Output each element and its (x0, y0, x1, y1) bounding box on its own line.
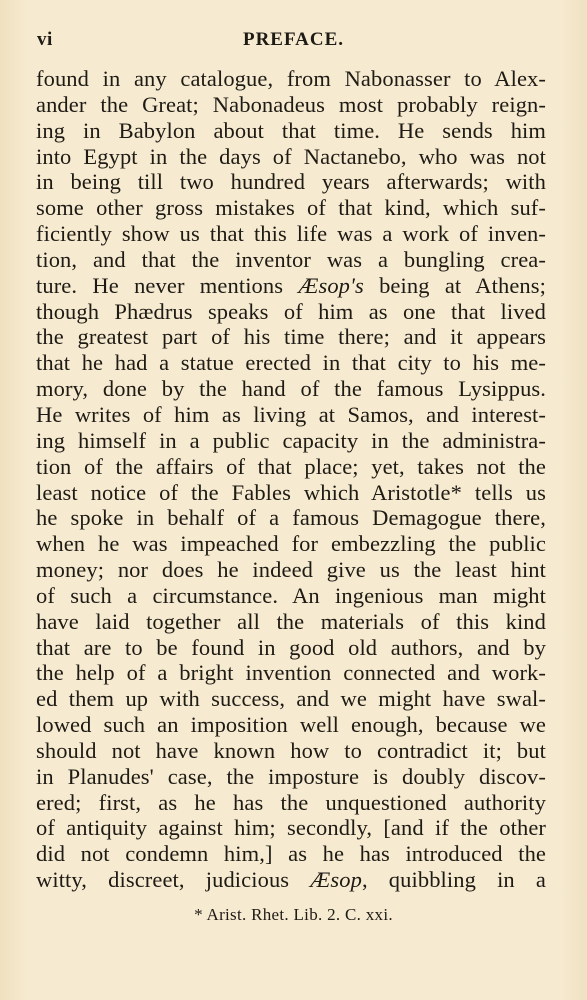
text-line: tion of the affairs of that place; yet, takes not the (36, 453, 546, 479)
text-line: when he was impeached for embezzling the public (36, 531, 546, 557)
text-line: least notice of the Fables which Aristotle* tells us (36, 479, 546, 505)
text-line: some other gross mistakes of that kind, which suf- (36, 195, 546, 221)
text-line: in Planudes' case, the imposture is doubly discov- (36, 763, 546, 789)
text-line: lowed such an imposition well enough, because we (36, 712, 546, 738)
text-line: ered; first, as he has the unquestioned authority (36, 789, 546, 815)
text-line: did not condemn him,] as he has introduced the (36, 841, 546, 867)
text-line: tion, and that the inventor was a bungling crea- (36, 246, 546, 272)
text-line: ander the Great; Nabonadeus most probably reign- (36, 91, 546, 117)
text-line: money; nor does he indeed give us the least hint (36, 557, 546, 583)
text-line: mory, done by the hand of the famous Lysippus. (36, 376, 546, 402)
text-line: of antiquity against him; secondly, [and if the other (36, 815, 546, 841)
text-line: witty, discreet, judicious Æsop, quibbling in a (36, 867, 546, 893)
body-text (36, 66, 546, 893)
text-line: that he had a statue erected in that city to his me- (36, 350, 546, 376)
page-number: vi (37, 29, 53, 50)
text-line: he spoke in behalf of a famous Demagogue there, (36, 505, 546, 531)
text-line: in being till two hundred years afterwards; with (36, 169, 546, 195)
running-head: PREFACE. (242, 29, 345, 50)
text-line: ing in Babylon about that time. He sends him (36, 117, 546, 143)
text-line: He writes of him as living at Samos, and interest- (36, 401, 546, 427)
text-line: of such a circumstance. An ingenious man might (36, 582, 546, 608)
text-line: the help of a bright invention connected and work- (36, 660, 546, 686)
footnote: * Arist. Rhet. Lib. 2. C. xxi. (194, 905, 393, 924)
text-line: into Egypt in the days of Nactanebo, who was not (36, 143, 546, 169)
text-line: should not have known how to contradict it; but (36, 737, 546, 763)
text-line: have laid together all the materials of this kind (36, 608, 546, 634)
page-header (37, 26, 550, 54)
text-line: found in any catalogue, from Nabonasser to Alex- (36, 66, 546, 91)
text-line: the greatest part of his time there; and it appears (36, 324, 546, 350)
text-line: ture. He never mentions Æsop's being at Athens; (36, 272, 546, 298)
text-line: ficiently show us that this life was a work of inven- (36, 221, 546, 247)
text-line: ed them up with success, and we might have swal- (36, 686, 546, 712)
text-line: though Phædrus speaks of him as one that lived (36, 298, 546, 324)
text-line: ing himself in a public capacity in the administra- (36, 427, 546, 453)
text-line: that are to be found in good old authors, and by (36, 634, 546, 660)
